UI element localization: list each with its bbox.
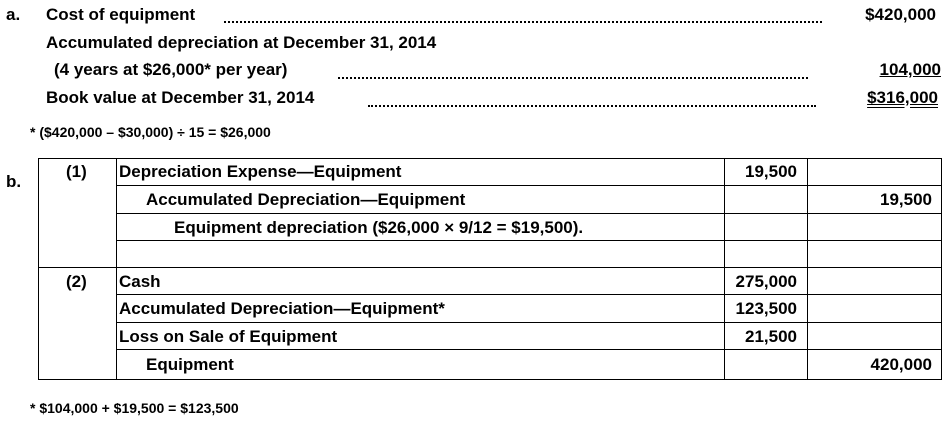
credit-amount: 19,500 (880, 190, 932, 209)
debit-amount: 275,000 (735, 272, 797, 291)
book-value-label: Book value at December 31, 2014 (46, 88, 315, 107)
account-name: Loss on Sale of Equipment (119, 327, 338, 346)
cost-of-equipment-label: Cost of equipment (46, 5, 196, 24)
book-value-value: $316,000 (867, 88, 938, 107)
entry-number: (2) (66, 272, 87, 291)
part-a-label: a. (6, 5, 21, 24)
accumulated-depreciation-label: Accumulated depreciation at December 31, 2014 (46, 33, 437, 52)
part-b-label: b. (6, 172, 22, 191)
cost-of-equipment-value: $420,000 (865, 5, 936, 24)
debit-amount: 21,500 (745, 327, 797, 346)
leader-dots (224, 21, 822, 23)
account-name: Accumulated Depreciation—Equipment (146, 190, 466, 209)
years-detail-label: (4 years at $26,000* per year) (54, 60, 288, 79)
account-name: Equipment (146, 355, 234, 374)
entry-number: (1) (66, 162, 87, 181)
part-b-footnote: * $104,000 + $19,500 = $123,500 (30, 400, 239, 416)
entry-explanation: Equipment depreciation ($26,000 × 9/12 = $19,500). (174, 218, 584, 237)
debit-amount: 123,500 (735, 299, 797, 318)
debit-amount: 19,500 (745, 162, 797, 181)
credit-amount: 420,000 (870, 355, 932, 374)
account-name: Cash (119, 272, 161, 291)
leader-dots (368, 105, 816, 107)
leader-dots (338, 77, 808, 79)
part-a-footnote: * ($420,000 – $30,000) ÷ 15 = $26,000 (30, 124, 271, 140)
accumulated-depreciation-value: 104,000 (879, 60, 941, 79)
account-name: Accumulated Depreciation—Equipment* (119, 299, 445, 318)
account-name: Depreciation Expense—Equipment (119, 162, 402, 181)
journal-entry-table (38, 158, 942, 380)
